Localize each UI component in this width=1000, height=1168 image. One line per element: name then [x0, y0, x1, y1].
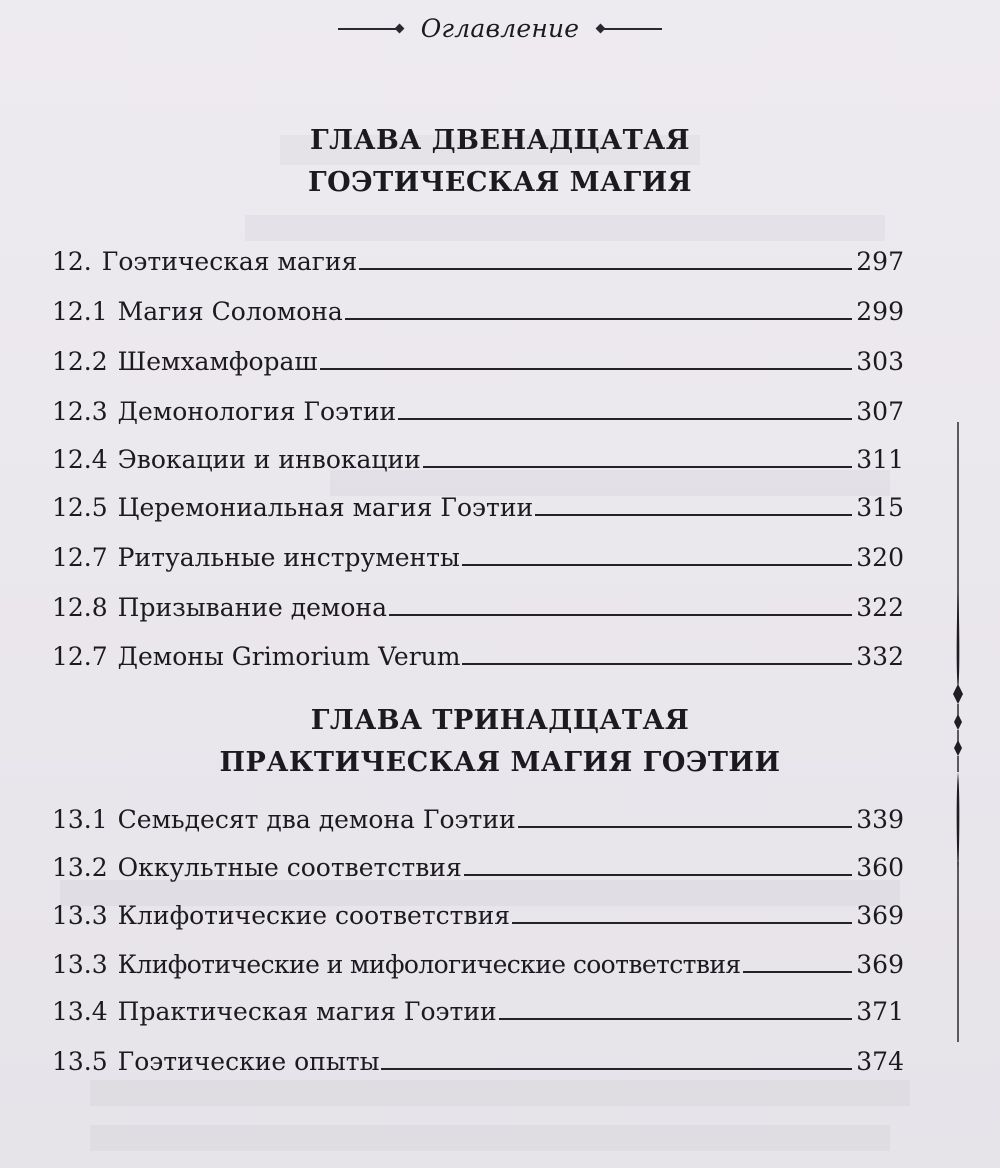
header-rule-left — [338, 25, 403, 32]
toc-entry-page: 315 — [856, 493, 904, 522]
toc-entry[interactable] — [52, 794, 904, 834]
toc-entry-label: Семьдесят два демона Гоэтии — [117, 805, 516, 834]
toc-entry-label: Шемхамфораш — [117, 347, 318, 376]
toc-leader-line — [359, 268, 852, 270]
toc-entry-page: 332 — [856, 642, 904, 671]
toc-leader-line — [499, 1018, 853, 1020]
toc-leader-line — [462, 564, 852, 566]
toc-entry-label: Призывание демона — [117, 593, 387, 622]
toc-entry-label: Магия Соломона — [117, 297, 343, 326]
toc-entry-page: 322 — [856, 593, 904, 622]
toc-entry-number: 12.2 — [52, 347, 108, 376]
bleed-through-text — [90, 1080, 910, 1106]
toc-entry[interactable] — [52, 939, 904, 979]
toc-entry-number: 12.3 — [52, 397, 108, 426]
toc-entry-number: 12.1 — [52, 297, 108, 326]
toc-entry-number: 12.4 — [52, 445, 108, 474]
toc-entry-number: 13.3 — [52, 950, 108, 979]
toc-entry-page: 303 — [856, 347, 904, 376]
toc-entry[interactable] — [52, 236, 904, 276]
toc-entry-number: 12.7 — [52, 543, 108, 572]
toc-entry[interactable] — [52, 286, 904, 326]
chapter-13-number: ГЛАВА ТРИНАДЦАТАЯ — [310, 705, 690, 736]
toc-entry-page: 311 — [856, 445, 904, 474]
running-header — [0, 14, 1000, 43]
toc-entry[interactable] — [52, 434, 904, 474]
toc-leader-line — [320, 368, 853, 370]
toc-entry-label: Гоэтические опыты — [117, 1047, 380, 1076]
diamond-ornament-icon — [394, 24, 404, 34]
toc-leader-line — [743, 971, 853, 973]
toc-leader-line — [389, 614, 852, 616]
toc-entry-page: 299 — [856, 297, 904, 326]
toc-entry-page: 320 — [856, 543, 904, 572]
toc-entry-label: Демонология Гоэтии — [117, 397, 397, 426]
toc-entry-label: Клифотические соответствия — [117, 901, 511, 930]
toc-entry[interactable] — [52, 386, 904, 426]
toc-entry-number: 13.5 — [52, 1047, 108, 1076]
toc-entry[interactable] — [52, 582, 904, 622]
chapter-12-title: ГОЭТИЧЕСКАЯ МАГИЯ — [307, 167, 693, 198]
chapter-13-title: ПРАКТИЧЕСКАЯ МАГИЯ ГОЭТИИ — [219, 747, 781, 778]
toc-entry-number: 12.7 — [52, 642, 108, 671]
toc-leader-line — [381, 1068, 852, 1070]
toc-entry[interactable] — [52, 890, 904, 930]
toc-entry-number: 12. — [52, 247, 92, 276]
toc-entry-label: Церемониальная магия Гоэтии — [117, 493, 534, 522]
toc-entry-label: Эвокации и инвокации — [117, 445, 421, 474]
toc-leader-line — [518, 826, 853, 828]
header-rule-right — [597, 25, 662, 32]
toc-leader-line — [462, 663, 852, 665]
toc-entry[interactable] — [52, 482, 904, 522]
toc-entry-page: 369 — [856, 950, 904, 979]
toc-leader-line — [464, 874, 853, 876]
toc-entry-label: Клифотические и мифологические соответствия — [117, 950, 741, 979]
toc-entry-label: Ритуальные инструменты — [117, 543, 460, 572]
vertical-flourish-icon — [946, 422, 970, 1042]
bleed-through-text — [90, 1125, 890, 1151]
toc-entry[interactable] — [52, 842, 904, 882]
toc-entry-page: 369 — [856, 901, 904, 930]
toc-leader-line — [535, 514, 852, 516]
toc-entry-number: 13.4 — [52, 997, 108, 1026]
toc-entry-label: Практическая магия Гоэтии — [117, 997, 497, 1026]
toc-entry-number: 13.2 — [52, 853, 108, 882]
toc-entry-page: 371 — [856, 997, 904, 1026]
toc-entry-number: 13.3 — [52, 901, 108, 930]
toc-leader-line — [423, 466, 852, 468]
toc-leader-line — [345, 318, 852, 320]
running-header-title: Оглавление — [420, 14, 580, 43]
toc-entry-page: 374 — [856, 1047, 904, 1076]
toc-leader-line — [512, 922, 852, 924]
toc-entry-number: 13.1 — [52, 805, 108, 834]
toc-entry[interactable] — [52, 986, 904, 1026]
toc-leader-line — [398, 418, 852, 420]
chapter-13-heading — [0, 700, 1000, 784]
toc-entry-page: 360 — [856, 853, 904, 882]
toc-entry-number: 12.5 — [52, 493, 108, 522]
toc-entry-number: 12.8 — [52, 593, 108, 622]
toc-entry[interactable] — [52, 336, 904, 376]
toc-entry-page: 339 — [856, 805, 904, 834]
toc-entry[interactable] — [52, 532, 904, 572]
toc-entry[interactable] — [52, 631, 904, 671]
toc-entry-label: Гоэтическая магия — [101, 247, 358, 276]
toc-entry-label: Демоны Grimorium Verum — [117, 642, 461, 671]
toc-entry-page: 297 — [856, 247, 904, 276]
toc-entry[interactable] — [52, 1036, 904, 1076]
diamond-ornament-icon — [596, 24, 606, 34]
toc-entry-page: 307 — [856, 397, 904, 426]
chapter-12-heading — [0, 120, 1000, 204]
toc-entry-label: Оккультные соответствия — [117, 853, 462, 882]
chapter-12-number: ГЛАВА ДВЕНАДЦАТАЯ — [309, 125, 691, 156]
